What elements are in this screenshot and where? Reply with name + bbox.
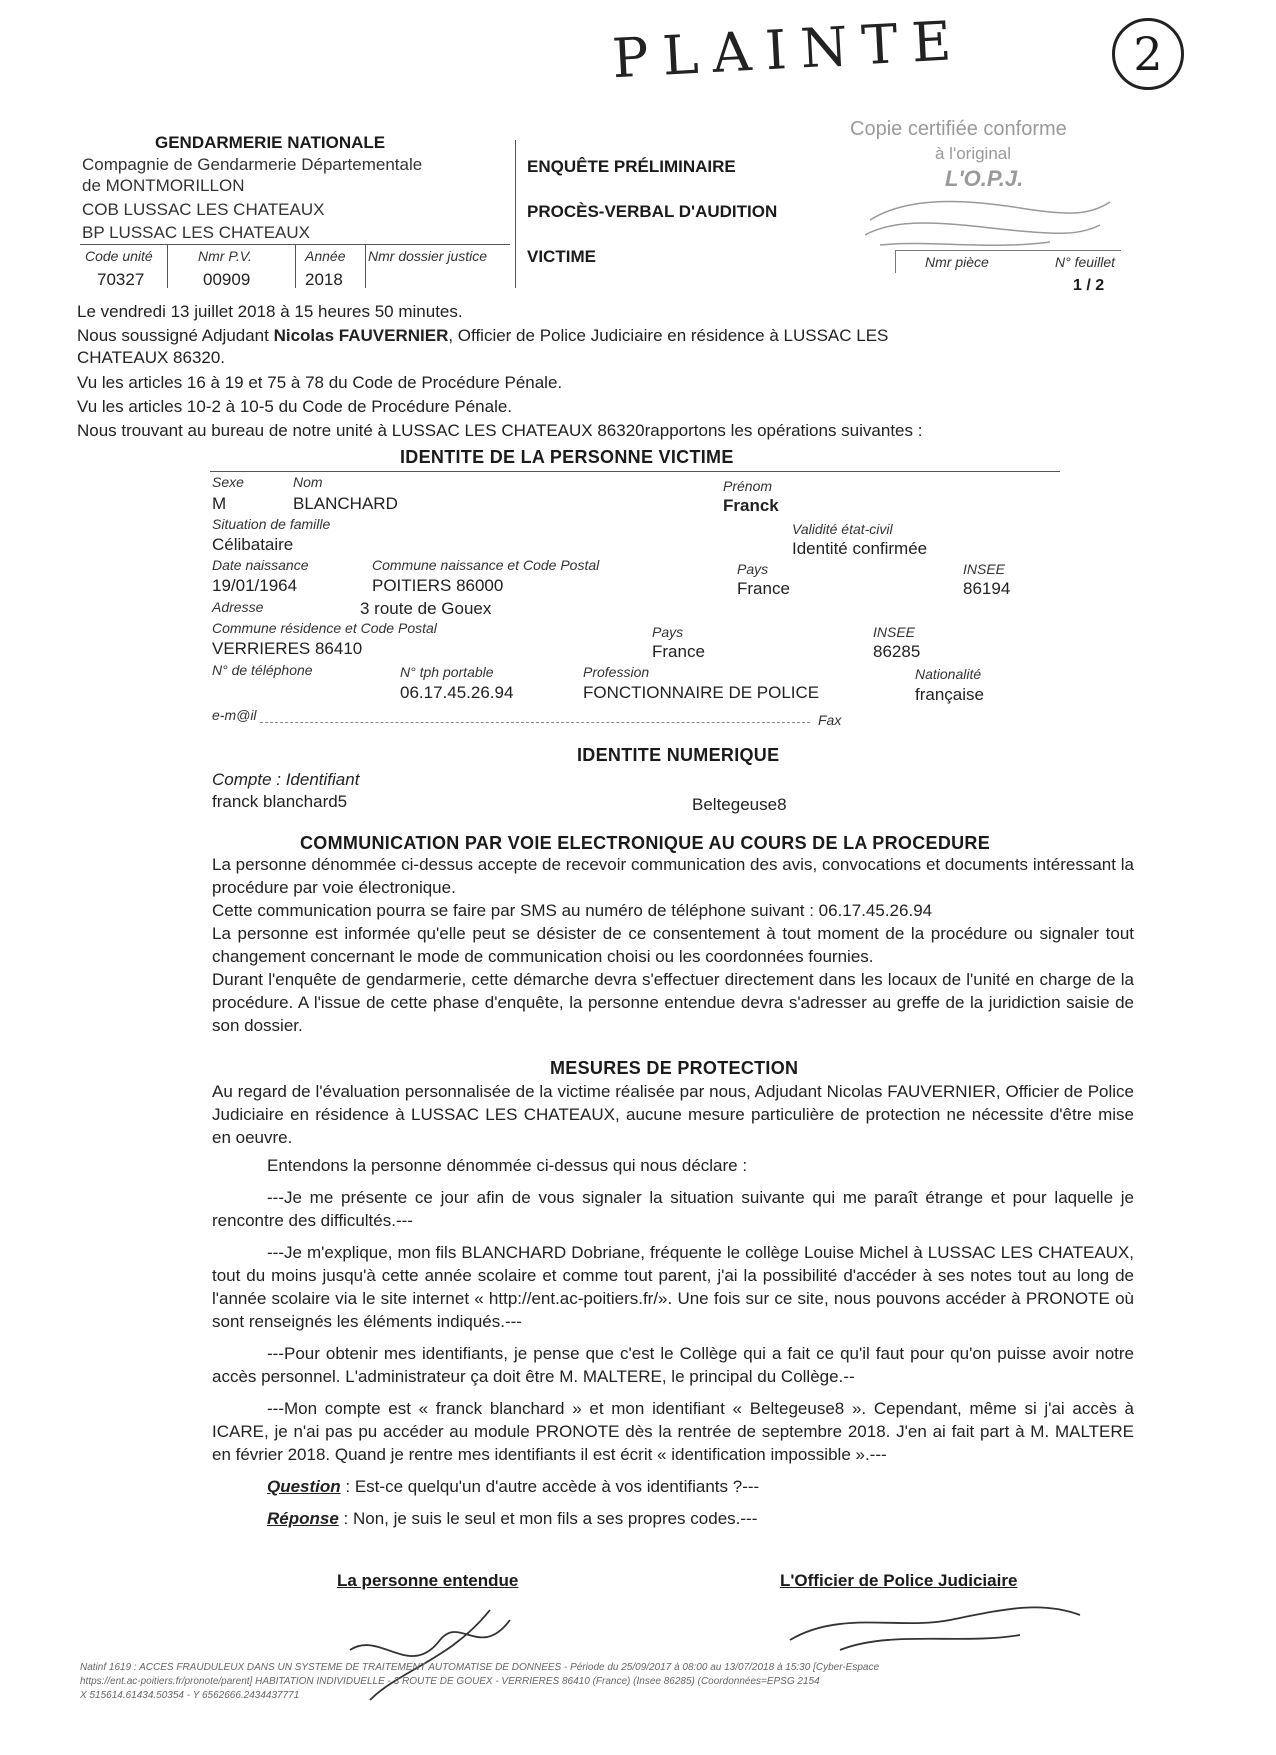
intro-location: Nous trouvant au bureau de notre unité à LUSSAC LES CHATEAUX 86320rapportons les opérations suivantes :: [77, 421, 923, 440]
reponse-label: Réponse: [267, 1509, 339, 1528]
page-number: 2: [1133, 27, 1163, 81]
feuillet-label: N° feuillet: [1055, 254, 1116, 270]
adresse-label: Adresse: [212, 599, 264, 615]
communication-p2: Cette communication pourra se faire par SMS au numéro de téléphone suivant : 06.17.45.26.94: [212, 901, 933, 920]
identity-rule: [210, 471, 1060, 472]
insee-residence-value: 86285: [873, 642, 921, 661]
annee-value: 2018: [305, 270, 343, 289]
org-line2: de MONTMORILLON: [82, 176, 245, 195]
nmr-pv-value: 00909: [203, 270, 251, 289]
identity-title: IDENTITE DE LA PERSONNE VICTIME: [400, 447, 734, 467]
nationalite-value: française: [915, 685, 984, 704]
communication-p1: La personne dénommée ci-dessus accepte de recevoir communication des avis, convocations et documents intéressant la procédure par voie électronique.: [212, 855, 1134, 897]
title-enquete: ENQUÊTE PRÉLIMINAIRE: [527, 157, 736, 176]
cell-divider-2: [295, 244, 296, 288]
insee-naissance-label: INSEE: [963, 561, 1006, 577]
code-unite-value: 70327: [97, 270, 145, 289]
intro-officer-line: [77, 326, 888, 346]
commune-residence-value: VERRIERES 86410: [212, 639, 363, 658]
officer-signature-icon: [780, 1590, 1090, 1670]
situation-value: Célibataire: [212, 535, 294, 554]
protection-p1: Au regard de l'évaluation personnalisée de la victime réalisée par nous, Adjudant Nicolas FAUVERNIER, Officier de Police Judiciaire en résidence à LUSSAC LES CHATEAUX, aucune mesure particulière de protection ne nécessite d'être mise en oeuvre.: [212, 1082, 1134, 1147]
commune-naissance-label: Commune naissance et Code Postal: [372, 557, 600, 573]
numeric-identity-title: IDENTITE NUMERIQUE: [577, 745, 780, 765]
sexe-value: M: [212, 494, 227, 513]
adresse-value: 3 route de Gouex: [360, 599, 492, 618]
intro-officer-name: Nicolas FAUVERNIER: [273, 326, 449, 345]
intro-date: Le vendredi 13 juillet 2018 à 15 heures 50 minutes.: [77, 302, 463, 321]
commune-residence-label: Commune résidence et Code Postal: [212, 620, 437, 636]
nmr-pv-label: Nmr P.V.: [198, 248, 252, 264]
date-naissance-label: Date naissance: [212, 557, 309, 573]
code-unite-label: Code unité: [85, 248, 153, 264]
validite-label: Validité état-civil: [792, 521, 893, 537]
email-dotted-line: [260, 722, 810, 723]
stamp-line1: Copie certifiée conforme: [850, 118, 1067, 140]
declaration-text: [212, 1154, 1134, 1530]
insee-residence-label: INSEE: [873, 624, 916, 640]
declaration-p1: ---Je me présente ce jour afin de vous signaler la situation suivante qui me paraît étrange et pour laquelle je rencontre des difficultés.---: [212, 1188, 1134, 1230]
question-label: Question: [267, 1477, 341, 1496]
pays-naissance-label: Pays: [737, 561, 769, 577]
password-value: Beltegeuse8: [692, 795, 787, 814]
footer-line3: X 515614.61434.50354 - Y 6562666.2434437771: [80, 1690, 300, 1701]
nom-label: Nom: [293, 474, 323, 490]
signature-left-label: La personne entendue: [337, 1571, 519, 1590]
page-number-circle: [1112, 18, 1184, 90]
signature-right-label: L'Officier de Police Judiciaire: [780, 1571, 1018, 1590]
stamp-line2: à l'original: [935, 144, 1012, 163]
nmr-dossier-label: Nmr dossier justice: [368, 248, 488, 264]
question-text: : Est-ce quelqu'un d'autre accède à vos identifiants ?---: [340, 1477, 760, 1496]
intro-officer-prefix: Nous soussigné Adjudant: [77, 326, 269, 345]
declaration-p2: ---Je m'explique, mon fils BLANCHARD Dobriane, fréquente le collège Louise Michel à LUSSAC LES CHATEAUX, tout du moins jusqu'à cette année scolaire et comme tout parent, j'ai la possibilité d'accéder à ses notes tout au long de l'année scolaire via le site internet « http://ent.ac-poitiers.fr/». Une fois sur ce site, nous pouvons accéder à PRONOTE où sont renseignés les éléments indiqués.---: [212, 1243, 1134, 1331]
identifiant-value: franck blanchard5: [212, 792, 348, 811]
question-line: [212, 1475, 1134, 1498]
nationalite-label: Nationalité: [915, 666, 982, 682]
commune-naissance-value: POITIERS 86000: [372, 576, 504, 595]
sexe-label: Sexe: [212, 474, 244, 490]
reponse-text: : Non, je suis le seul et mon fils a ses propres codes.---: [338, 1509, 758, 1528]
prenom-label: Prénom: [723, 478, 773, 494]
fax-label: Fax: [818, 712, 842, 728]
org-line3: COB LUSSAC LES CHATEAUX: [82, 200, 325, 219]
pays-naissance-value: France: [737, 579, 790, 598]
telephone-label: N° de téléphone: [212, 662, 313, 678]
intro-city: CHATEAUX 86320.: [77, 348, 226, 367]
email-label: e-m@il: [212, 707, 257, 723]
feuillet-value: 1 / 2: [1073, 277, 1105, 294]
date-naissance-value: 19/01/1964: [212, 576, 298, 595]
stamp-line3: L'O.P.J.: [945, 166, 1024, 191]
compte-label: Compte : Identifiant: [212, 770, 360, 789]
reponse-line: [212, 1507, 1134, 1530]
insee-naissance-value: 86194: [963, 579, 1011, 598]
pays-residence-value: France: [652, 642, 705, 661]
org-line1: Compagnie de Gendarmerie Départementale: [82, 155, 423, 174]
intro-articles-2: Vu les articles 10-2 à 10-5 du Code de Procédure Pénale.: [77, 397, 513, 416]
org-name: GENDARMERIE NATIONALE: [155, 133, 386, 152]
title-pv: PROCÈS-VERBAL D'AUDITION: [527, 202, 778, 221]
nom-value: BLANCHARD: [293, 494, 398, 513]
cell-divider-3: [365, 244, 366, 288]
validite-value: Identité confirmée: [792, 539, 928, 558]
communication-p3: La personne est informée qu'elle peut se désister de ce consentement à tout moment de la procédure ou signaler tout changement concernant le mode de communication choisi ou les coordonnées fournies.: [212, 924, 1134, 966]
communication-title: COMMUNICATION PAR VOIE ELECTRONIQUE AU COURS DE LA PROCEDURE: [300, 833, 991, 853]
victim-signature-icon: [340, 1590, 520, 1710]
pays-residence-label: Pays: [652, 624, 684, 640]
communication-text: [212, 853, 1134, 1037]
profession-value: FONCTIONNAIRE DE POLICE: [583, 683, 820, 702]
declaration-intro: Entendons la personne dénommée ci-dessus qui nous déclare :: [267, 1156, 748, 1175]
portable-label: N° tph portable: [400, 664, 494, 680]
intro-officer-suffix: , Officier de Police Judiciaire en résidence à LUSSAC LES: [448, 326, 889, 345]
declaration-p4: ---Mon compte est « franck blanchard » et mon identifiant « Beltegeuse8 ». Cependant, même si j'ai accès à ICARE, je n'ai pas pu accéder au module PRONOTE dès la rentrée de septembre 2018. J'en ai fait part à M. MALTERE en février 2018. Quand je rentre mes identifiants il est écrit « identification impossible ».---: [212, 1399, 1134, 1464]
profession-label: Profession: [583, 664, 650, 680]
situation-label: Situation de famille: [212, 516, 331, 532]
cell-divider-1: [167, 244, 168, 288]
title-victime: VICTIME: [527, 247, 596, 266]
footer-line1: Natinf 1619 : ACCES FRAUDULEUX DANS UN SYSTEME DE TRAITEMENT AUTOMATISE DE DONNEES - Période du 25/09/2017 à 08:00 au 13/07/2018 à 15:30 [Cyber-Espace: [80, 1662, 880, 1673]
declaration-p3: ---Pour obtenir mes identifiants, je pense que c'est le Collège qui a fait ce qu'il faut pour qu'on puisse avoir notre accès personnel. L'administrateur ça doit être M. MALTERE, le principal du Collège.--: [212, 1344, 1134, 1386]
communication-p4: Durant l'enquête de gendarmerie, cette démarche devra s'effectuer directement dans les locaux de l'unité en charge de la procédure. A l'issue de cette phase d'enquête, la personne entendue devra s'adresser au greffe de la juridiction saisie de son dossier.: [212, 970, 1134, 1035]
protection-title: MESURES DE PROTECTION: [550, 1058, 799, 1078]
annee-label: Année: [305, 248, 346, 264]
nmr-piece-label: Nmr pièce: [925, 254, 989, 270]
prenom-value: Franck: [723, 496, 779, 515]
header-divider: [515, 140, 516, 288]
footer-line2: https://ent.ac-poitiers.fr/pronote/parent] HABITATION INDIVIDUELLE - 3 ROUTE DE GOUEX - VERRIERES 86410 (France) (Insee 86285) (Coordonnées=EPSG 2154: [80, 1676, 820, 1687]
portable-value: 06.17.45.26.94: [400, 683, 514, 702]
intro-articles-1: Vu les articles 16 à 19 et 75 à 78 du Code de Procédure Pénale.: [77, 373, 563, 392]
handwritten-title: PLAINTE: [610, 8, 967, 91]
org-line4: BP LUSSAC LES CHATEAUX: [82, 223, 311, 242]
protection-text: [212, 1080, 1134, 1149]
